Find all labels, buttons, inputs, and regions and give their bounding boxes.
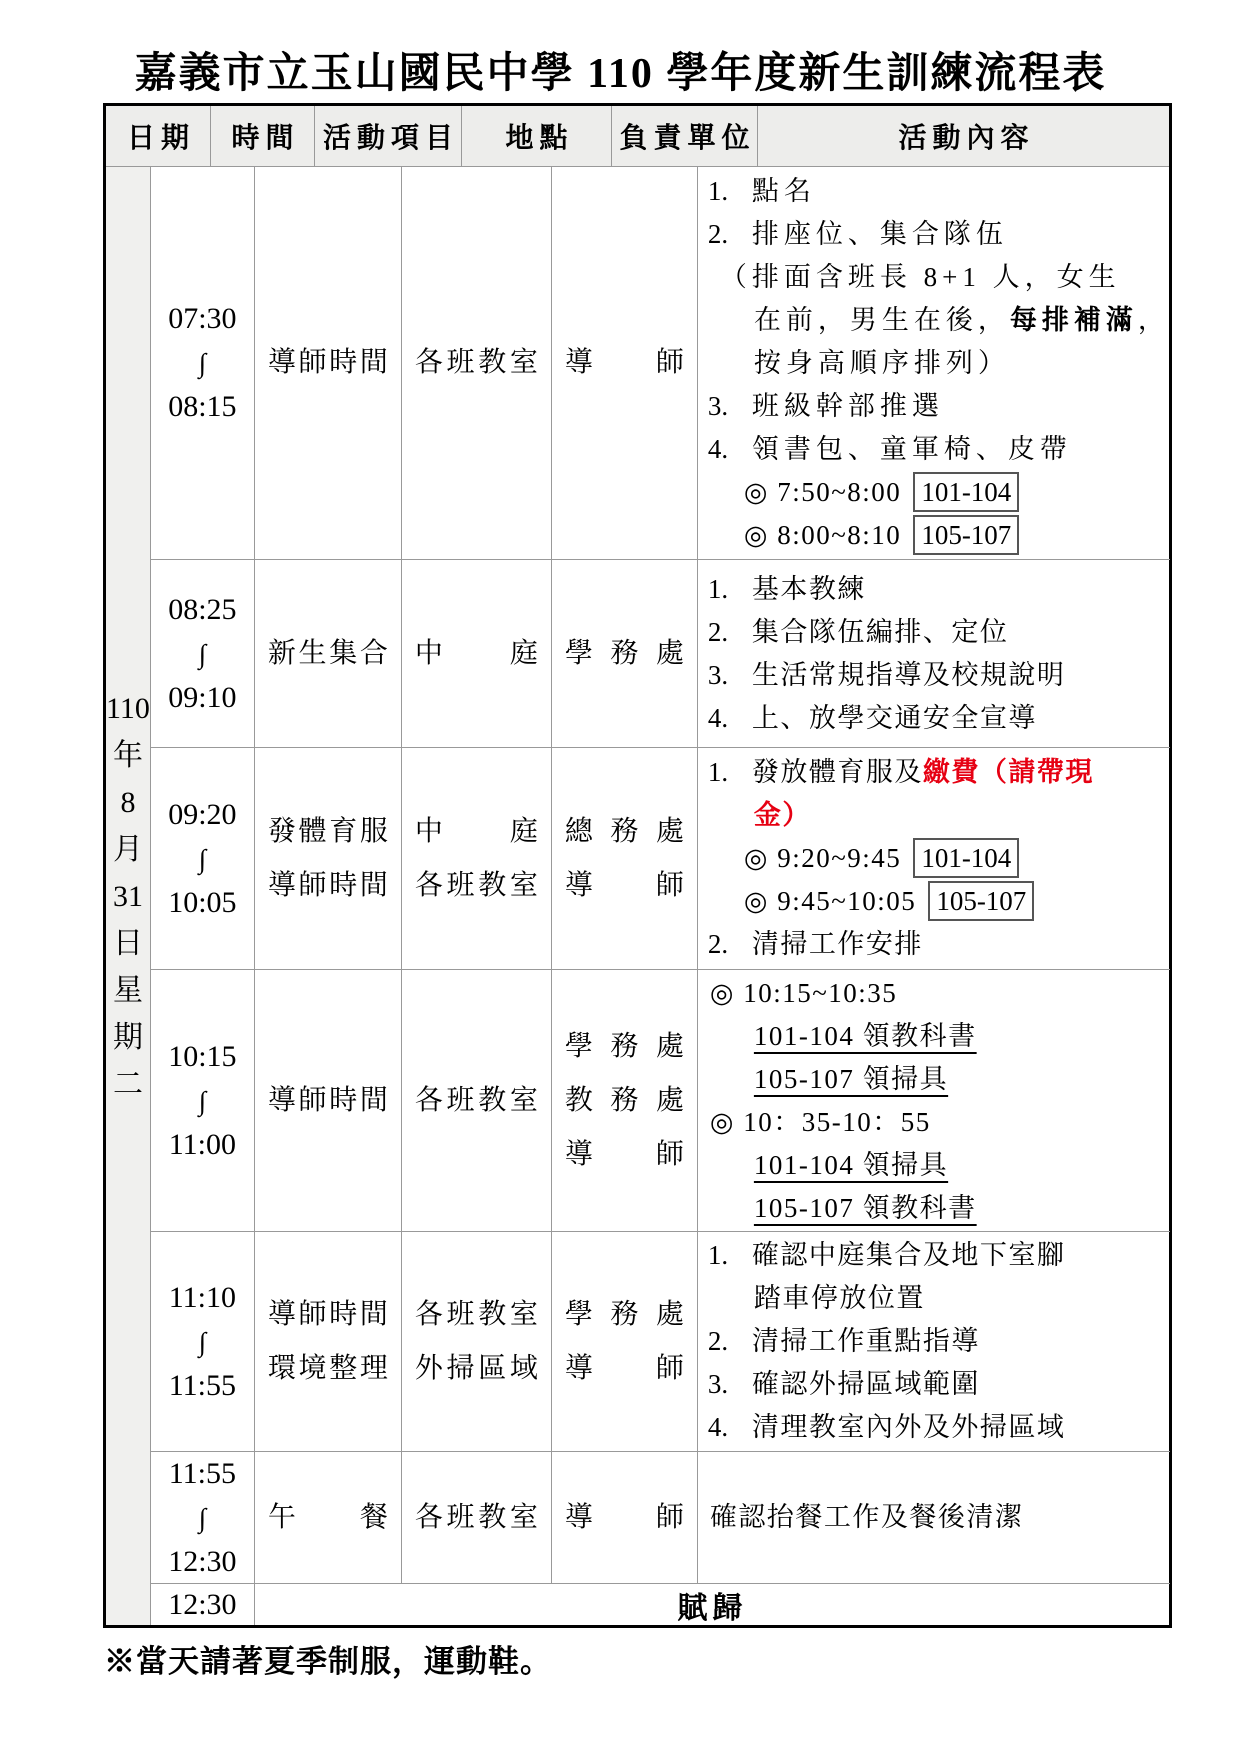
text-segment: 踏車停放位置 [753,1283,925,1313]
list-number: 4. [707,433,729,464]
content-line [698,170,1170,213]
justified-text-line [255,336,401,390]
content-cell [697,748,1170,969]
time-line: 09:10 [168,680,237,714]
text-segment: 清掃工作安排 [751,929,923,959]
content-line [698,256,1170,299]
char: 班 [446,869,475,901]
text-segment: ◎ 10:15~10:35 [709,977,898,1008]
footnote: ※當天請著夏季制服，運動鞋。 [104,1644,552,1679]
char: 午 [267,1501,296,1533]
char: 室 [509,347,538,378]
char: 師 [655,1501,684,1533]
content-cell [697,560,1170,747]
time-line: 12:30 [168,1544,237,1578]
date-cell [106,167,150,1625]
time-line: ∫ [198,843,207,874]
char: 師 [655,869,684,901]
location-cell [401,1452,551,1583]
char: 外 [414,1352,443,1384]
list-number: 4. [707,702,729,733]
class-range-box: 101-104 [913,472,1019,512]
char: 合 [359,637,388,669]
char: 掃 [446,1352,475,1384]
date-line: 年 [112,738,143,772]
char: 域 [509,1352,538,1384]
char: 集 [329,637,358,669]
char: 班 [446,1501,475,1533]
content-line [698,1320,1170,1363]
char: 教 [478,347,507,378]
content-line [698,428,1170,471]
unit-cell [551,1452,697,1583]
activity-cell [254,748,401,969]
justified-text-line [402,1288,551,1342]
char: 師 [298,347,327,378]
table-body-rows [150,167,1170,1625]
content-cell [697,1452,1170,1583]
justified-text-line [552,1342,697,1396]
char: 區 [478,1352,507,1384]
header-cell: 活動內容 [757,106,1169,166]
text-segment: 清掃工作重點指導 [751,1326,980,1356]
date-line: 二 [112,1067,143,1101]
list-number: 4. [707,1412,729,1442]
list-number: 2. [707,929,729,959]
text-segment: 每排補滿 [1009,304,1138,335]
char: 時 [329,1298,358,1330]
table-row [150,559,1170,747]
unit-cell [551,970,697,1231]
char: 導 [267,1298,296,1330]
activity-cell [254,1232,401,1451]
table-row [150,747,1170,969]
text-segment: 清理教室內外及外掃區域 [751,1412,1066,1442]
time-line: 11:00 [168,1127,236,1161]
justified-text-line [552,805,697,859]
char: 導 [267,869,296,901]
time-line: 12:30 [168,1587,237,1621]
text-segment: ◎ 7:50~8:00 [743,476,902,507]
content-line [698,514,1170,557]
time-cell [150,560,254,747]
time-line: 10:15 [168,1039,237,1073]
char: 室 [509,1298,538,1330]
text-segment: 繳費（請帶現 [922,757,1094,787]
table-row [150,1451,1170,1583]
page-title: 嘉義市立玉山國民中學 110 學年度新生訓練流程表 [134,51,1107,97]
justified-text-line [402,805,551,859]
activity-cell [254,970,401,1231]
text-segment: ◎ 9:20~9:45 [743,843,902,873]
location-cell [401,1232,551,1451]
date-line: 星 [112,973,143,1007]
time-line: 08:25 [168,592,237,626]
char: 各 [414,1084,443,1116]
time-line: ∫ [198,1085,207,1116]
time-line: ∫ [198,1502,207,1533]
content-line [698,751,1170,794]
justified-text-line [552,1288,697,1342]
content-cell [697,167,1170,559]
header-cell: 日期 [126,123,195,154]
content-line [698,923,1170,966]
justified-text-line [255,859,401,913]
char: 教 [478,1084,507,1116]
char: 務 [610,1298,639,1330]
text-segment: 在前，男生在後， [753,304,1010,335]
class-range-box: 105-107 [913,515,1019,555]
time-line: 11:55 [168,1456,236,1490]
char: 導 [267,1084,296,1116]
char: 學 [564,1298,593,1330]
content-line [698,1496,1170,1539]
char: 教 [478,1298,507,1330]
table-row [150,1231,1170,1451]
content-line [698,213,1170,256]
content-line [698,1363,1170,1406]
content-cell [697,970,1170,1231]
char: 導 [564,869,593,901]
content-line [698,794,1170,837]
content-cell [697,1232,1170,1451]
char: 時 [329,1084,358,1116]
char: 生 [298,637,327,669]
content-line [698,299,1170,342]
list-number: 3. [707,390,729,421]
time-line: 07:30 [168,302,237,335]
schedule-table [103,103,1172,1628]
char: 餐 [359,1501,388,1533]
header-cell: 地點 [461,106,611,166]
text-segment: 105-107 領教科書 [753,1192,977,1223]
char: 班 [446,1084,475,1116]
content-line [698,1234,1170,1277]
text-segment: 101-104 領教科書 [753,1020,977,1051]
date-line: 期 [112,1020,143,1054]
char: 師 [298,1084,327,1116]
text-segment: 按身高順序排列） [753,347,1010,378]
justified-text-line [402,1342,551,1396]
justified-text-line [255,627,401,681]
time-line: 10:05 [168,885,237,919]
text-segment: ◎ 10：35-10：55 [709,1106,931,1137]
table-row [150,1583,1170,1625]
content-line [698,837,1170,880]
justified-text-line [552,1074,697,1128]
header-cell: 時間 [210,106,314,166]
char: 師 [655,1352,684,1384]
list-number: 2. [707,218,729,249]
char: 教 [478,1501,507,1533]
text-segment: 105-107 領掃具 [753,1063,949,1094]
date-line: 8 [120,785,136,819]
text-segment: ◎ 8:00~8:10 [743,519,902,550]
list-number: 3. [707,659,729,690]
char: 庭 [509,637,538,669]
date-line: 110 [106,691,150,725]
content-line [698,342,1170,385]
text-segment: 確認中庭集合及地下室腳 [751,1240,1066,1270]
char: 間 [359,347,388,378]
unit-cell [551,748,697,969]
text-segment: ， [1137,304,1170,335]
text-segment: （排面含班長 8+1 人，女生 [719,261,1121,292]
char: 處 [655,1084,684,1116]
char: 間 [359,1298,388,1330]
content-line [698,1406,1170,1449]
char: 務 [610,637,639,669]
justified-text-line [402,336,551,390]
table-body [106,167,1169,1625]
time-cell [150,167,254,559]
content-line [698,1101,1170,1144]
class-range-box: 101-104 [913,838,1019,878]
text-segment: 發放體育服及 [751,757,923,787]
char: 整 [329,1352,358,1384]
char: 班 [446,1298,475,1330]
char: 中 [414,815,443,847]
justified-text-line [552,336,697,390]
char: 間 [359,1084,388,1116]
text-segment: 領書包、童軍椅、皮帶 [751,433,1072,464]
justified-text-line [402,1074,551,1128]
text-segment: 金） [753,800,811,830]
char: 務 [610,1030,639,1062]
char: 各 [414,869,443,901]
date-line: 31 [112,879,143,913]
list-number: 2. [707,616,729,647]
content-line [698,471,1170,514]
char: 務 [610,815,639,847]
char: 導 [267,347,296,378]
char: 導 [564,1352,593,1384]
list-number: 1. [707,175,729,206]
char: 室 [509,1501,538,1533]
list-number: 3. [707,1369,729,1399]
content-line [698,1015,1170,1058]
char: 境 [298,1352,327,1384]
header-cell: 負責單位 [611,106,757,166]
char: 師 [655,1138,684,1170]
time-line: ∫ [198,348,207,378]
char: 導 [564,1138,593,1170]
char: 教 [564,1084,593,1116]
char: 學 [564,637,593,669]
content-line [698,697,1170,740]
unit-cell [551,167,697,559]
char: 室 [509,1084,538,1116]
class-range-box: 105-107 [928,881,1034,921]
justified-text-line [552,1020,697,1074]
table-row [150,167,1170,559]
justified-text-line [552,1128,697,1182]
text-segment: 集合隊伍編排、定位 [751,616,1009,647]
char: 師 [298,1298,327,1330]
justified-text-line [402,627,551,681]
text-segment: 101-104 領掃具 [753,1149,949,1180]
content-line [698,568,1170,611]
location-cell [401,748,551,969]
char: 庭 [509,815,538,847]
location-cell [401,560,551,747]
time-line: 11:10 [168,1280,236,1314]
char: 務 [610,1084,639,1116]
char: 班 [446,347,475,378]
char: 處 [655,1298,684,1330]
list-number: 1. [707,573,729,604]
justified-text-line [255,805,401,859]
char: 導 [564,1501,593,1533]
char: 時 [329,347,358,378]
char: 各 [414,1501,443,1533]
justified-text-line [402,1491,551,1545]
time-line: 11:55 [168,1368,236,1402]
date-line: 月 [112,832,143,866]
char: 各 [414,347,443,378]
location-cell [401,167,551,559]
justified-text-line [552,859,697,913]
char: 間 [359,869,388,901]
text-segment: ◎ 9:45~10:05 [743,886,917,916]
text-segment: 點名 [751,175,816,206]
char: 師 [298,869,327,901]
justified-text-line [552,627,697,681]
char: 處 [655,1030,684,1062]
char: 學 [564,1030,593,1062]
time-cell [150,748,254,969]
justified-text-line [255,1074,401,1128]
time-line: ∫ [198,638,207,669]
char: 處 [655,637,684,669]
char: 時 [329,869,358,901]
char: 新 [267,637,296,669]
content-line [698,1144,1170,1187]
char: 處 [655,815,684,847]
char: 環 [267,1352,296,1384]
char: 育 [329,815,358,847]
content-line [698,1277,1170,1320]
activity-cell [254,167,401,559]
content-line [698,611,1170,654]
dismissal-cell: 賦歸 [254,1584,1170,1625]
justified-text-line [402,859,551,913]
text-segment: 確認外掃區域範圍 [751,1369,980,1399]
char: 各 [414,1298,443,1330]
list-number: 1. [707,1240,729,1270]
location-cell [401,970,551,1231]
content-line [698,1058,1170,1101]
text-segment: 上、放學交通安全宣導 [751,702,1037,733]
time-line: 08:15 [168,390,237,423]
time-cell [150,1452,254,1583]
justified-text-line [552,1491,697,1545]
list-number: 1. [707,757,729,787]
char: 教 [478,869,507,901]
char: 導 [564,347,593,378]
time-line: 09:20 [168,797,237,831]
content-line [698,654,1170,697]
justified-text-line [255,1342,401,1396]
table-row [150,969,1170,1231]
justified-text-line [255,1491,401,1545]
char: 總 [564,815,593,847]
content-line [698,1187,1170,1230]
char: 師 [655,347,684,378]
justified-text-line [255,1288,401,1342]
time-cell [150,1232,254,1451]
content-line [698,972,1170,1015]
char: 理 [359,1352,388,1384]
table-header-row [106,106,1169,167]
text-segment: 生活常規指導及校規說明 [751,659,1066,690]
activity-cell [254,560,401,747]
time-cell [150,970,254,1231]
list-number: 2. [707,1326,729,1356]
content-line [698,385,1170,428]
time-cell [150,1584,254,1625]
char: 服 [359,815,388,847]
activity-cell [254,1452,401,1583]
char: 體 [298,815,327,847]
date-line: 日 [112,926,143,960]
text-segment: 基本教練 [751,573,866,604]
text-segment: 排座位、集合隊伍 [751,218,1008,249]
content-line [698,880,1170,923]
text-segment: 班級幹部推選 [751,390,944,421]
text-segment: 確認抬餐工作及餐後清潔 [709,1502,1024,1532]
header-cell: 活動項目 [314,106,461,166]
time-line: ∫ [198,1326,207,1357]
char: 中 [414,637,443,669]
unit-cell [551,560,697,747]
char: 發 [267,815,296,847]
unit-cell [551,1232,697,1451]
char: 室 [509,869,538,901]
